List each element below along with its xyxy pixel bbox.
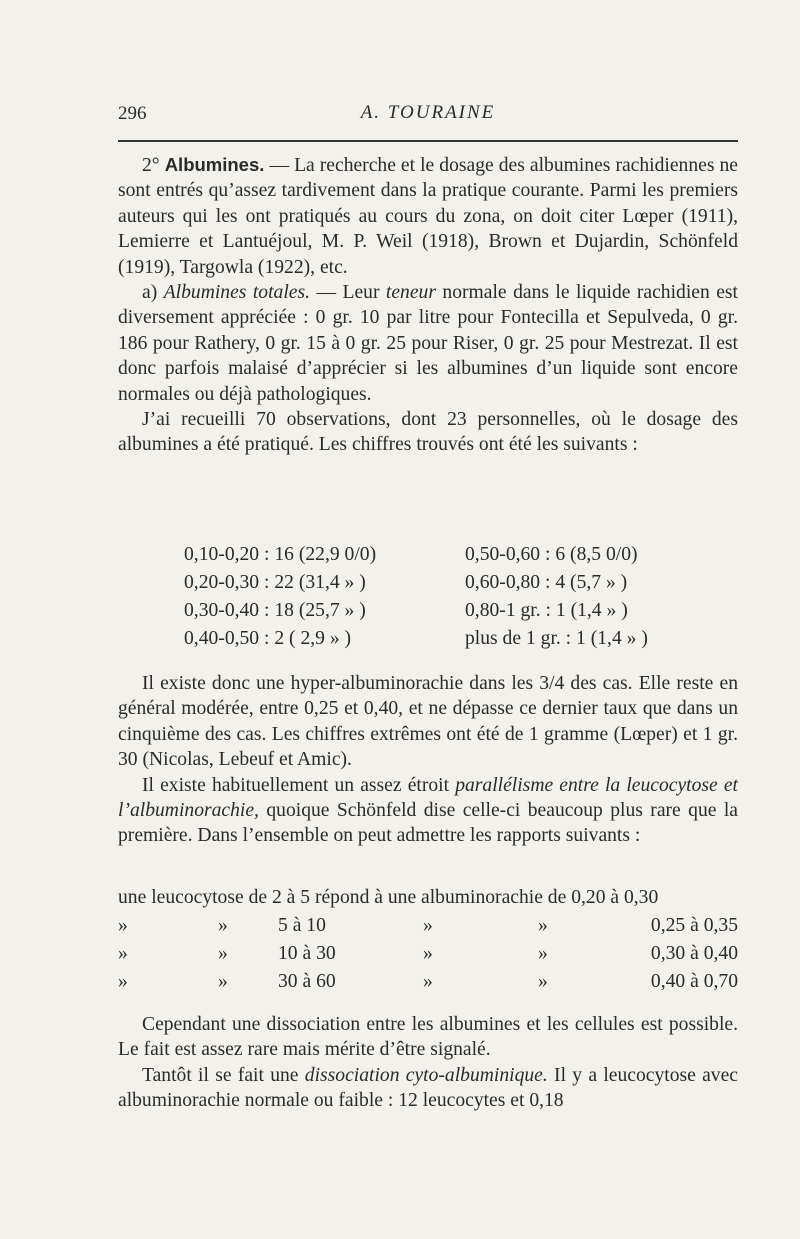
section-heading: Albumines. [164, 154, 265, 175]
leucocyte-range: 5 à 10 [278, 915, 326, 936]
correspondence-row [118, 912, 738, 940]
ditto-mark: » [423, 971, 433, 992]
paragraph-hyper: Il existe donc une hyper-albuminorachie dans les 3/4 des cas. Elle reste en général modérée, entre 0,25 et 0,40, et ne dépasse ce dernier taux que dans un cinquième des cas. Les chiffres extrêmes ont été de 1 gramme (Lœper) et 1 gr. 30 (Nicolas, Lebeuf et Amic). [118, 673, 738, 771]
values-row: plus de 1 gr. : 1 (1,4 » ) [465, 628, 648, 649]
ditto-mark: » [538, 943, 548, 964]
albumin-range: 0,30 à 0,40 [650, 943, 738, 964]
page-number: 296 [118, 103, 147, 124]
subsection-text-a: — Leur [310, 282, 386, 304]
correspondence-row [118, 884, 738, 912]
values-row: 0,40-0,50 : 2 ( 2,9 » ) [184, 628, 352, 649]
cyto-text-b: Il y a leucocytose avec albuminorachie normale ou faible : 12 leucocytes et 0,18 [118, 1064, 738, 1112]
parallelisme-italic: parallélisme entre la leucocytose et l’albuminorachie, [118, 774, 738, 822]
values-row: 0,80-1 gr. : 1 (1,4 » ) [465, 600, 628, 621]
ditto-mark: » [538, 971, 548, 992]
paragraph-dissociation: Cependant une dissociation entre les albumines et les cellules est possible. Le fait est assez rare mais mérite d’être signalé. [118, 1014, 738, 1061]
cyto-text-a: Tantôt il se fait une [142, 1064, 305, 1086]
section-intro-text: — La recherche et le dosage des albumines rachidiennes ne sont entrés qu’assez tardivement dans la pratique courante. Parmi les premiers auteurs qui les ont pratiqués au cours du zona, on doit citer Lœper (1911), Lemierre et Lantuéjoul, M. P. Weil (1918), Brown et Dujardin, Schönfeld (1919), Targowla (1922), etc. [118, 155, 738, 278]
paragraph-parallelisme [118, 773, 738, 849]
correspondence-row [118, 968, 738, 996]
ditto-mark: » [218, 915, 228, 936]
values-row: 0,30-0,40 : 18 (25,7 » ) [184, 600, 366, 621]
section-number: 2° [142, 155, 160, 176]
cyto-italic: dissociation cyto-albuminique. [304, 1064, 548, 1086]
correspondence-row [118, 940, 738, 968]
running-title: A. TOURAINE [360, 102, 496, 123]
paragraph-albumines [118, 152, 738, 280]
values-column-right [465, 541, 648, 653]
ditto-mark: » [118, 943, 128, 964]
ditto-mark: » [218, 971, 228, 992]
values-row: 0,10-0,20 : 16 (22,9 0/0) [184, 544, 377, 565]
ditto-mark: » [118, 915, 128, 936]
subsection-text-b: normale dans le liquide rachidien est diversement appréciée : 0 gr. 10 par litre pour Fontecilla et Sepulveda, 0 gr. 186 pour Rathery, 0 gr. 15 à 0 gr. 25 pour Riser, 0 gr. 25 pour Mestrezat. Il est donc parfois malaisé d’apprécier si les albumines d’un liquide sont encore normales ou déjà pathologiques. [118, 282, 738, 405]
ditto-mark: » [423, 943, 433, 964]
parallelisme-text-b: quoique Schönfeld dise celle-ci beaucoup plus rare que la première. Dans l’ensemble on peut admettre les rapports suivants : [118, 800, 738, 847]
subsection-italic-word: teneur [385, 282, 436, 304]
albumin-range: 0,25 à 0,35 [650, 915, 738, 936]
values-row: 0,20-0,30 : 22 (31,4 » ) [184, 572, 366, 593]
values-column-left [184, 541, 376, 653]
page-header [118, 100, 738, 130]
leucocyte-range: 30 à 60 [278, 971, 336, 992]
parallelisme-text-a: Il existe habituellement un assez étroit [142, 774, 456, 796]
values-row: 0,60-0,80 : 4 (5,7 » ) [465, 572, 628, 593]
correspondence-table [118, 884, 738, 996]
ditto-mark: » [423, 915, 433, 936]
ditto-mark: » [218, 943, 228, 964]
body-text-top [118, 152, 738, 458]
paragraph-cyto [118, 1063, 738, 1114]
body-text-bottom [118, 1012, 738, 1114]
subsection-label: a) [142, 282, 158, 304]
subsection-title: Albumines totales. [163, 282, 310, 304]
body-text-middle [118, 671, 738, 849]
correspondence-first-row: une leucocytose de 2 à 5 répond à une albuminorachie de 0,20 à 0,30 [118, 887, 659, 908]
paragraph-observations: J’ai recueilli 70 observations, dont 23 personnelles, où le dosage des albumines a été pratiqué. Les chiffres trouvés ont été les suivants : [118, 409, 738, 456]
values-row: 0,50-0,60 : 6 (8,5 0/0) [465, 544, 638, 565]
paragraph-albumines-totales [118, 280, 738, 407]
ditto-mark: » [118, 971, 128, 992]
albumin-range: 0,40 à 0,70 [650, 971, 738, 992]
leucocyte-range: 10 à 30 [278, 943, 336, 964]
ditto-mark: » [538, 915, 548, 936]
header-rule [118, 140, 738, 142]
